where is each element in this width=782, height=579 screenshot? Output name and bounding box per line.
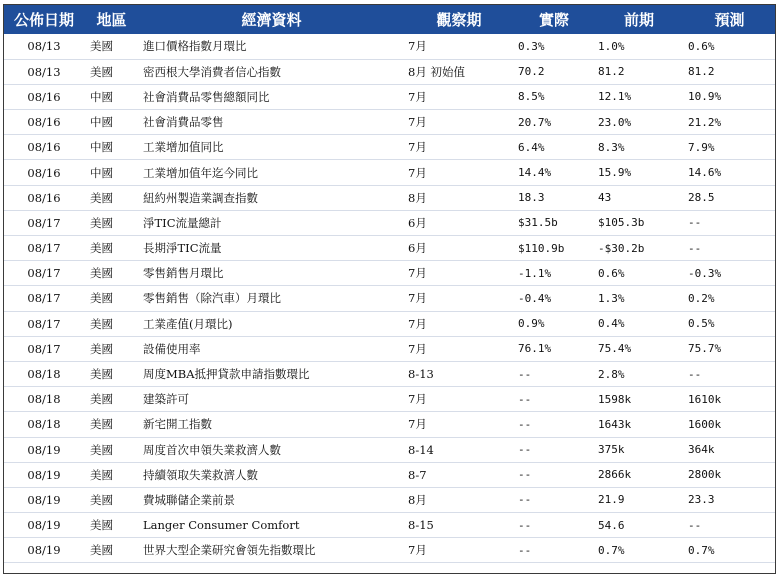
cell-forecast: 1610k [688, 392, 722, 406]
cell-period: 6月 [408, 215, 427, 230]
cell-period: 8-13 [408, 367, 434, 382]
table-row [4, 59, 775, 84]
header-previous: 前期 [623, 11, 654, 29]
cell-actual: -1.1% [518, 266, 552, 280]
table-row [4, 538, 775, 563]
table-row [4, 311, 775, 336]
cell-period: 7月 [408, 89, 427, 104]
cell-period: 7月 [408, 165, 427, 180]
cell-indicator: 持續領取失業救濟人數 [143, 467, 258, 482]
cell-previous: 1.0% [598, 39, 625, 53]
cell-period: 7月 [408, 417, 427, 432]
cell-forecast: 0.6% [688, 39, 715, 53]
cell-actual: 14.4% [518, 166, 552, 180]
cell-date: 08/18 [27, 392, 61, 407]
cell-forecast: 28.5 [688, 191, 715, 205]
cell-region: 美國 [90, 64, 113, 79]
cell-actual: -- [518, 443, 532, 457]
cell-period: 8月 [408, 190, 427, 205]
economic-calendar-table [4, 5, 775, 563]
table-row [4, 110, 775, 135]
cell-previous: 15.9% [598, 166, 632, 180]
cell-forecast: 1600k [688, 417, 722, 431]
cell-period: 7月 [408, 291, 427, 306]
cell-forecast: -- [688, 367, 702, 381]
cell-date: 08/17 [27, 316, 61, 331]
cell-region: 美國 [90, 39, 113, 54]
cell-region: 美國 [90, 392, 113, 407]
cell-period: 7月 [408, 316, 427, 331]
cell-actual: 70.2 [518, 65, 545, 79]
cell-region: 美國 [90, 341, 113, 356]
cell-date: 08/16 [27, 140, 61, 155]
header-period: 觀察期 [436, 11, 482, 29]
header-region: 地區 [96, 11, 127, 29]
cell-indicator: 紐約州製造業調查指數 [143, 190, 258, 205]
cell-previous: 21.9 [598, 493, 625, 507]
cell-date: 08/19 [27, 492, 61, 507]
cell-indicator: 零售銷售月環比 [143, 266, 224, 281]
cell-period: 7月 [408, 543, 427, 558]
cell-forecast: 2800k [688, 468, 722, 482]
header-indicator: 經濟資料 [241, 11, 302, 29]
cell-forecast: 21.2% [688, 115, 722, 129]
cell-date: 08/17 [27, 215, 61, 230]
cell-forecast: 10.9% [688, 90, 722, 104]
cell-forecast: 7.9% [688, 140, 715, 154]
cell-period: 8-7 [408, 467, 427, 482]
cell-date: 08/19 [27, 518, 61, 533]
cell-period: 8月 初始值 [408, 64, 465, 79]
cell-previous: 0.4% [598, 317, 625, 331]
cell-date: 08/18 [27, 367, 61, 382]
table-row [4, 437, 775, 462]
cell-period: 8-14 [408, 442, 434, 457]
cell-indicator: 新宅開工指數 [143, 417, 212, 432]
cell-previous: 0.7% [598, 543, 625, 557]
cell-region: 美國 [90, 518, 113, 533]
table-row [4, 34, 775, 59]
cell-indicator: 工業增加值年迄今同比 [143, 165, 258, 180]
cell-period: 8月 [408, 492, 427, 507]
cell-indicator: 設備使用率 [143, 341, 201, 356]
cell-indicator: 周度MBA抵押貸款申請指數環比 [143, 367, 310, 382]
cell-forecast: -0.3% [688, 266, 722, 280]
cell-actual: 0.3% [518, 39, 545, 53]
cell-period: 7月 [408, 115, 427, 130]
cell-region: 美國 [90, 215, 113, 230]
table-row [4, 84, 775, 109]
header-date: 公佈日期 [13, 11, 74, 29]
cell-indicator: 周度首次申領失業救濟人數 [143, 442, 281, 457]
cell-previous: 43 [598, 191, 612, 205]
cell-forecast: 14.6% [688, 166, 722, 180]
cell-forecast: -- [688, 518, 702, 532]
cell-date: 08/18 [27, 417, 61, 432]
cell-date: 08/19 [27, 442, 61, 457]
table-row [4, 513, 775, 538]
cell-forecast: -- [688, 241, 702, 255]
table-row [4, 236, 775, 261]
cell-date: 08/19 [27, 467, 61, 482]
header-actual: 實際 [538, 11, 569, 29]
cell-actual: 18.3 [518, 191, 545, 205]
table-row [4, 210, 775, 235]
cell-region: 美國 [90, 543, 113, 558]
cell-period: 7月 [408, 140, 427, 155]
cell-period: 6月 [408, 241, 427, 256]
cell-date: 08/17 [27, 241, 61, 256]
cell-previous: $105.3b [598, 216, 645, 230]
table-row [4, 336, 775, 361]
cell-region: 美國 [90, 367, 113, 382]
cell-actual: $31.5b [518, 216, 558, 230]
cell-date: 08/16 [27, 115, 61, 130]
cell-indicator: 社會消費品零售 [143, 115, 224, 130]
cell-actual: -- [518, 493, 532, 507]
table-header-row [4, 5, 775, 34]
cell-date: 08/17 [27, 291, 61, 306]
cell-region: 美國 [90, 467, 113, 482]
cell-date: 08/13 [27, 39, 61, 54]
cell-actual: -- [518, 468, 532, 482]
cell-previous: 0.6% [598, 266, 625, 280]
cell-forecast: 23.3 [688, 493, 715, 507]
cell-actual: -- [518, 367, 532, 381]
table-body [4, 34, 775, 563]
cell-region: 美國 [90, 316, 113, 331]
cell-date: 08/16 [27, 89, 61, 104]
cell-indicator: 零售銷售（除汽車）月環比 [143, 291, 281, 306]
cell-date: 08/17 [27, 341, 61, 356]
cell-date: 08/17 [27, 266, 61, 281]
cell-indicator: 費城聯儲企業前景 [143, 492, 235, 507]
cell-region: 美國 [90, 417, 113, 432]
cell-period: 7月 [408, 266, 427, 281]
cell-forecast: 0.7% [688, 543, 715, 557]
cell-date: 08/19 [27, 543, 61, 558]
cell-previous: -$30.2b [598, 241, 645, 255]
cell-region: 中國 [90, 115, 113, 130]
cell-indicator: 密西根大學消費者信心指數 [143, 64, 281, 79]
cell-forecast: 0.5% [688, 317, 715, 331]
cell-previous: 1.3% [598, 291, 625, 305]
cell-region: 美國 [90, 266, 113, 281]
cell-region: 美國 [90, 442, 113, 457]
cell-actual: 20.7% [518, 115, 552, 129]
table-row [4, 361, 775, 386]
table-row [4, 487, 775, 512]
cell-region: 美國 [90, 492, 113, 507]
cell-indicator: 世界大型企業研究會領先指數環比 [143, 543, 316, 558]
cell-actual: 76.1% [518, 342, 552, 356]
cell-indicator: 社會消費品零售總額同比 [143, 89, 270, 104]
table-row [4, 135, 775, 160]
cell-region: 中國 [90, 89, 113, 104]
cell-actual: -0.4% [518, 291, 552, 305]
economic-calendar-table-frame [3, 4, 776, 574]
header-forecast: 預測 [714, 11, 745, 29]
cell-indicator: 工業產值(月環比) [143, 316, 233, 331]
cell-indicator: 長期淨TIC流量 [143, 241, 222, 256]
cell-actual: 0.9% [518, 317, 545, 331]
cell-previous: 75.4% [598, 342, 632, 356]
table-row [4, 185, 775, 210]
cell-period: 8-15 [408, 518, 434, 533]
cell-indicator: Langer Consumer Comfort [143, 518, 300, 533]
table-row [4, 387, 775, 412]
cell-actual: 8.5% [518, 90, 545, 104]
table-row [4, 462, 775, 487]
cell-date: 08/16 [27, 165, 61, 180]
table-row [4, 160, 775, 185]
cell-previous: 54.6 [598, 518, 625, 532]
table-row [4, 286, 775, 311]
cell-date: 08/16 [27, 190, 61, 205]
cell-previous: 2.8% [598, 367, 625, 381]
cell-indicator: 工業增加值同比 [143, 140, 224, 155]
cell-previous: 2866k [598, 468, 632, 482]
cell-region: 美國 [90, 291, 113, 306]
cell-previous: 375k [598, 443, 625, 457]
cell-region: 中國 [90, 140, 113, 155]
cell-forecast: -- [688, 216, 702, 230]
cell-previous: 23.0% [598, 115, 632, 129]
cell-actual: 6.4% [518, 140, 545, 154]
cell-actual: -- [518, 543, 532, 557]
cell-previous: 1643k [598, 417, 632, 431]
cell-actual: -- [518, 417, 532, 431]
cell-actual: -- [518, 392, 532, 406]
cell-region: 中國 [90, 165, 113, 180]
cell-forecast: 0.2% [688, 291, 715, 305]
cell-previous: 81.2 [598, 65, 625, 79]
cell-actual: -- [518, 518, 532, 532]
cell-previous: 1598k [598, 392, 632, 406]
cell-date: 08/13 [27, 64, 61, 79]
cell-actual: $110.9b [518, 241, 565, 255]
cell-previous: 8.3% [598, 140, 625, 154]
cell-period: 7月 [408, 392, 427, 407]
cell-forecast: 81.2 [688, 65, 715, 79]
table-row [4, 412, 775, 437]
cell-indicator: 淨TIC流量總計 [143, 215, 222, 230]
cell-period: 7月 [408, 39, 427, 54]
cell-previous: 12.1% [598, 90, 632, 104]
cell-period: 7月 [408, 341, 427, 356]
cell-forecast: 364k [688, 443, 715, 457]
table-row [4, 261, 775, 286]
cell-indicator: 進口價格指數月環比 [143, 39, 247, 54]
cell-region: 美國 [90, 241, 113, 256]
cell-indicator: 建築許可 [143, 392, 189, 407]
cell-forecast: 75.7% [688, 342, 722, 356]
cell-region: 美國 [90, 190, 113, 205]
